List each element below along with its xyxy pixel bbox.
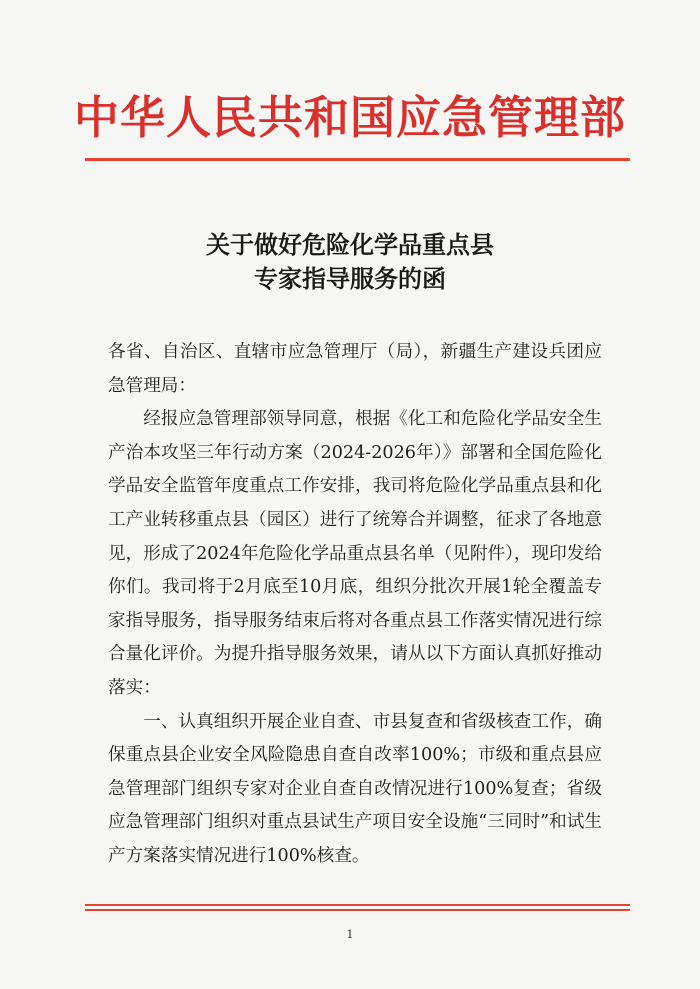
page-number: 1 — [346, 928, 354, 941]
salutation: 各省、自治区、直辖市应急管理厅（局），新疆生产建设兵团应急管理局： — [108, 342, 602, 396]
paragraph-1: 经报应急管理部领导同意，根据《化工和危险化学品安全生产治本攻坚三年行动方案（2024-2026年）》部署和全国危险化学品安全监管年度重点工作安排，我司将危险化学品重点县和化工产业转移重点县（园区）进行了统筹合并调整，征求了各地意见，形成了2024年危险化学品重点县名单（见附件），现印发给你们。我司将于2月底至10月底，组织分批次开展1轮全覆盖专家指导服务，指导服务结束后将对各重点县工作落实情况进行综合量化评价。为提升指导服务效果，请从以下方面认真抓好推动落实： — [108, 409, 602, 698]
document-body — [108, 336, 602, 874]
masthead-title: 中华人民共和国应急管理部 — [73, 91, 626, 144]
document-title — [0, 228, 700, 296]
masthead-rule — [85, 158, 630, 161]
footer-rule-bottom — [85, 909, 630, 911]
paragraph-2: 一、认真组织开展企业自查、市县复查和省级核查工作，确保重点县企业安全风险隐患自查自改率100%；市级和重点县应急管理部门组织专家对企业自查自改情况进行100%复查；省级应急管理部门组织对重点县试生产项目安全设施“三同时”和试生产方案落实情况进行100%核查。 — [108, 711, 602, 866]
document-title-line-2: 专家指导服务的函 — [254, 264, 446, 293]
document-title-line-1: 关于做好危险化学品重点县 — [206, 230, 494, 259]
footer-rule-top — [85, 904, 630, 906]
